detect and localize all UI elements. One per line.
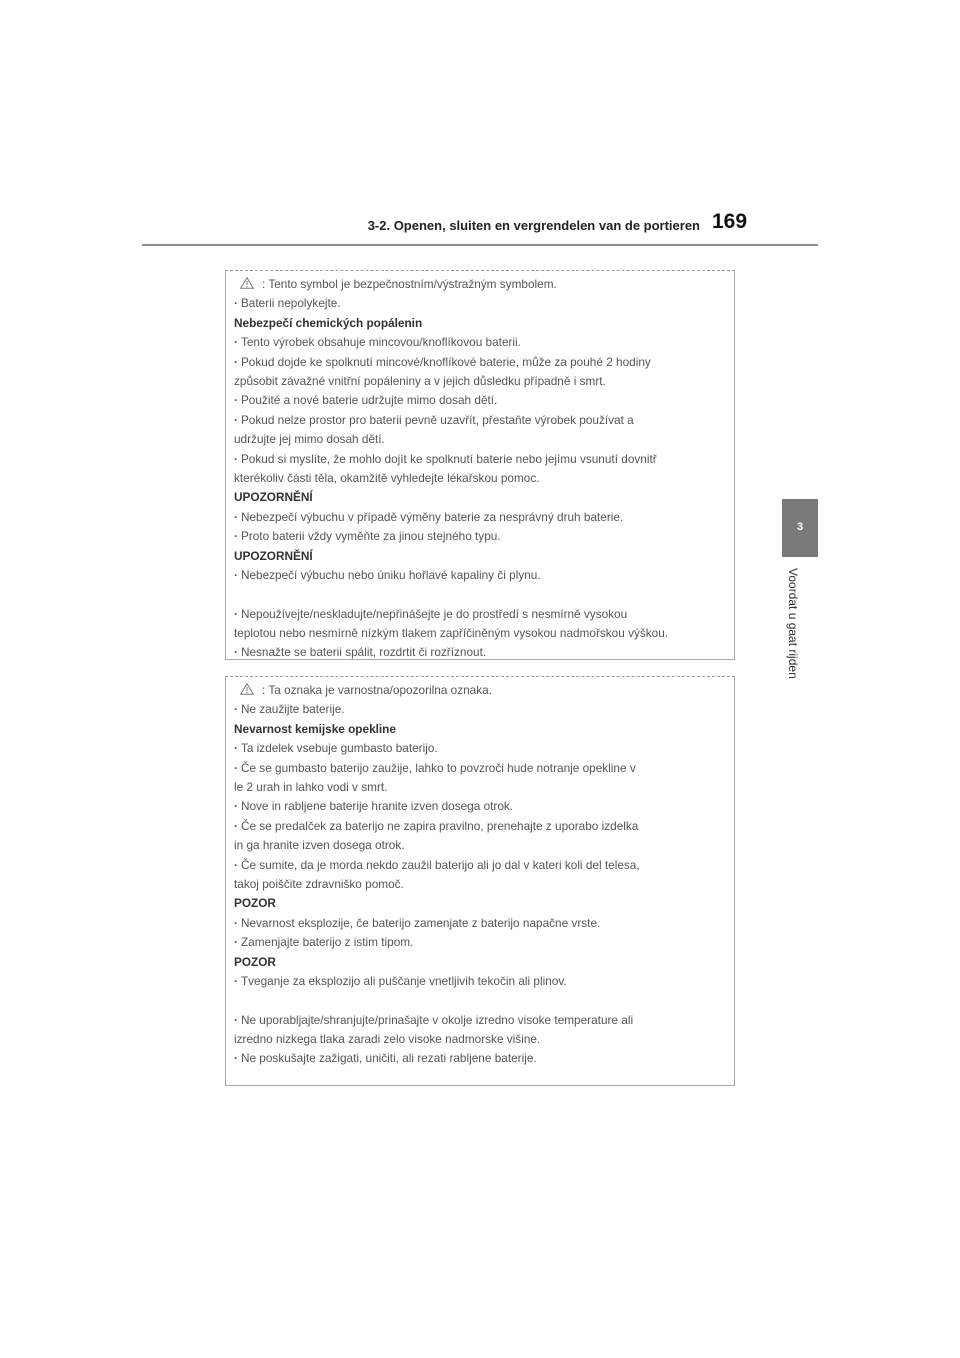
text-line: · Če se predalček za baterijo ne zapira pravilno, prenehajte z uporabo izdelka (234, 817, 726, 836)
text-line: · Pokud si myslíte, že mohlo dojít ke spolknutí baterie nebo jejímu vsunutí dovnitř (234, 450, 726, 469)
spacer (234, 586, 726, 605)
text-line: takoj poiščite zdravniško pomoč. (234, 877, 404, 892)
text-line: · Nepoužívejte/neskladujte/nepřinášejte je do prostředí s nesmírně vysokou (234, 605, 726, 624)
text-line: · Ne uporabljajte/shranjujte/prinašajte v okolje izredno visoke temperature ali (234, 1011, 726, 1030)
text-line: in ga hranite izven dosega otrok. (234, 838, 405, 853)
text-line: · Ne poskušajte zažigati, uničiti, ali rezati rabljene baterije. (234, 1049, 726, 1068)
text-line: · Tveganje za eksplozijo ali puščanje vnetljivih tekočin ali plinov. (234, 972, 726, 991)
warning-triangle-icon (240, 683, 254, 695)
section-title: 3-2. Openen, sluiten en vergrendelen van de portieren (367, 218, 700, 233)
section-heading: Nebezpečí chemických popálenin (234, 315, 423, 330)
czech-warning-box (225, 270, 735, 660)
section-heading: POZOR (234, 954, 276, 969)
text-line: · Ta izdelek vsebuje gumbasto baterijo. (234, 739, 726, 758)
warning-text: : Tento symbol je bezpečnostním/výstražným symbolem. (262, 277, 557, 291)
section-heading: Nevarnost kemijske opekline (234, 721, 396, 736)
chapter-tab (782, 499, 818, 557)
text-line: způsobit závažné vnitřní popáleniny a v jejich důsledku případně i smrt. (234, 374, 606, 389)
text-line: · Zamenjajte baterijo z istim tipom. (234, 933, 726, 952)
warning-text: : Ta oznaka je varnostna/opozorilna oznaka. (262, 683, 492, 697)
chapter-label: Voordat u gaat rijden (786, 568, 800, 679)
section-heading: POZOR (234, 896, 276, 911)
text-line: · Če sumite, da je morda nekdo zaužil baterijo ali jo dal v kateri koli del telesa, (234, 856, 726, 875)
text-line: · Nove in rabljene baterije hranite izven dosega otrok. (234, 797, 726, 816)
text-line: udržujte jej mimo dosah dětí. (234, 432, 385, 447)
text-line: kterékoliv části těla, okamžitě vyhledejte lékařskou pomoc. (234, 471, 540, 486)
text-line: · Ne zaužijte baterije. (234, 700, 726, 719)
page-number: 169 (712, 210, 748, 233)
text-line: · Pokud nelze prostor pro baterii pevně uzavřít, přestaňte výrobek používat a (234, 411, 726, 430)
text-line: · Če se gumbasto baterijo zaužije, lahko to povzroči hude notranje opekline v (234, 759, 726, 778)
chapter-number: 3 (796, 521, 804, 533)
text-line: teplotou nebo nesmírně nízkým tlakem zapříčiněným vysokou nadmořskou výškou. (234, 625, 669, 640)
text-line: · Proto baterii vždy vyměňte za jinou stejného typu. (234, 527, 726, 546)
text-line: · Nebezpečí výbuchu nebo úniku hořlavé kapaliny či plynu. (234, 566, 726, 585)
text-line: · Použité a nové baterie udržujte mimo dosah dětí. (234, 391, 726, 410)
header-rule (142, 244, 818, 246)
warning-triangle-icon (240, 277, 254, 289)
text-line: · Nesnažte se baterii spálit, rozdrtit či rozříznout. (234, 643, 726, 662)
section-heading: UPOZORNĚNÍ (234, 548, 313, 563)
text-line: le 2 urah in lahko vodi v smrt. (234, 780, 388, 795)
slovene-warning-box (225, 676, 735, 1086)
section-heading: UPOZORNĚNÍ (234, 490, 313, 505)
text-line: izredno nizkega tlaka zaradi zelo visoke nadmorske višine. (234, 1031, 541, 1046)
warning-line (234, 275, 726, 294)
text-line: · Baterii nepolykejte. (234, 294, 726, 313)
text-line: · Tento výrobek obsahuje mincovou/knoflíkovou baterii. (234, 333, 726, 352)
warning-line (234, 681, 726, 700)
text-line: · Nebezpečí výbuchu v případě výměny baterie za nesprávný druh baterie. (234, 508, 726, 527)
text-line: · Pokud dojde ke spolknutí mincové/knoflíkové baterie, může za pouhé 2 hodiny (234, 353, 726, 372)
text-line: · Nevarnost eksplozije, če baterijo zamenjate z baterijo napačne vrste. (234, 914, 726, 933)
spacer (234, 992, 726, 1011)
